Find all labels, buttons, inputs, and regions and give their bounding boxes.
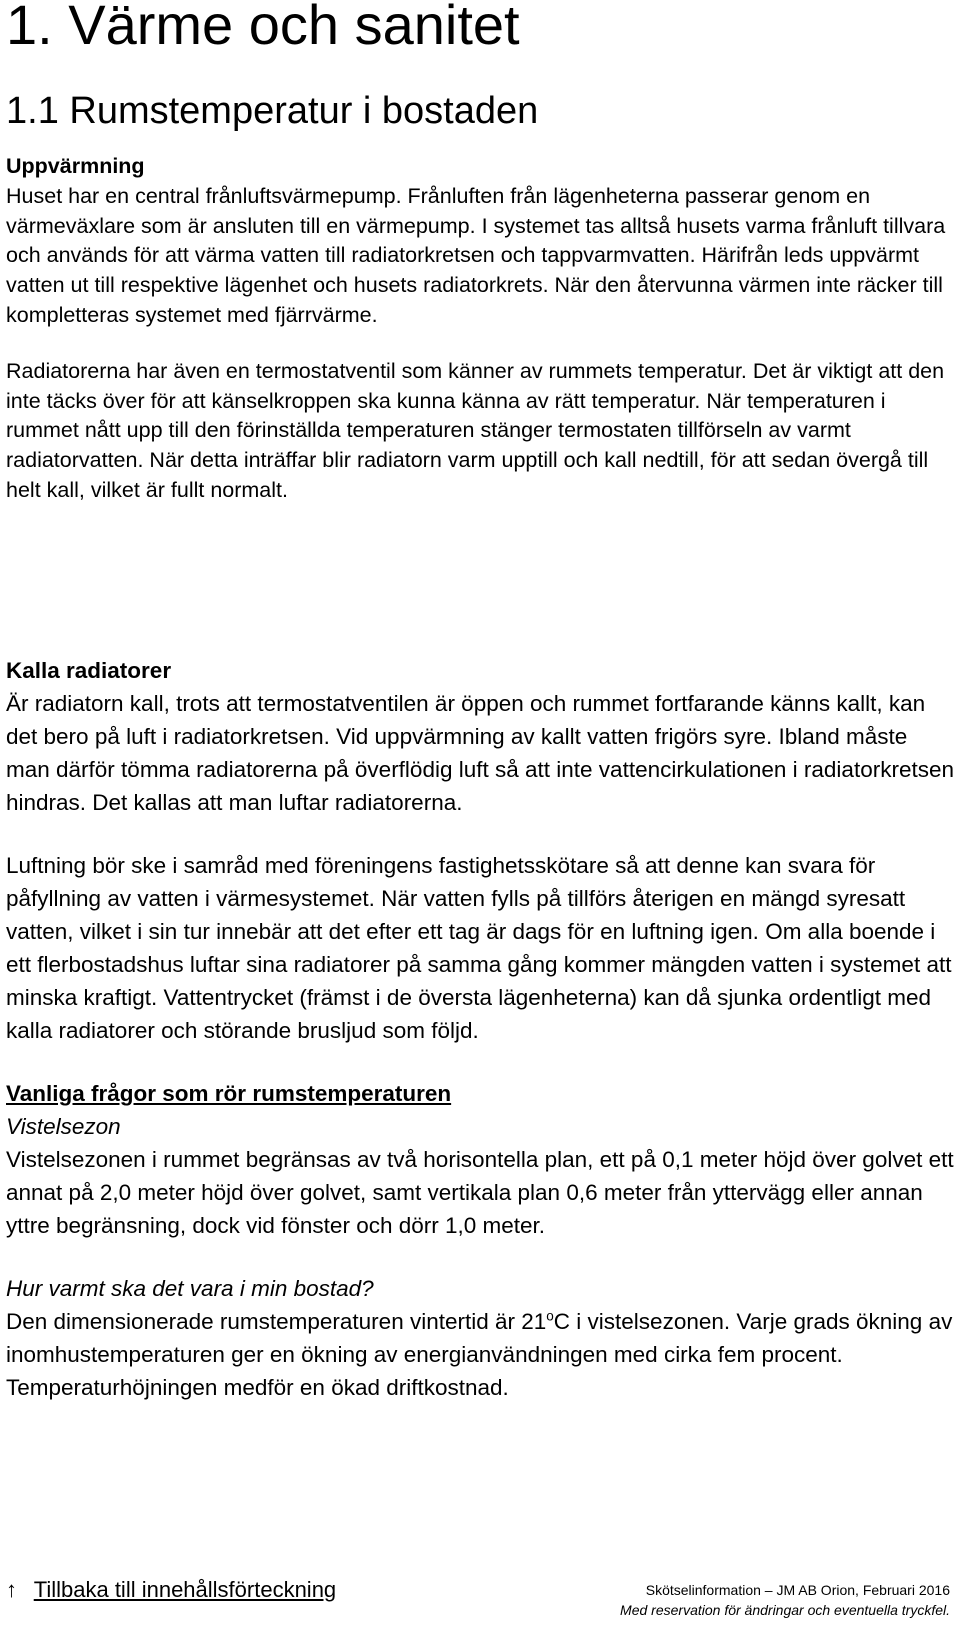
degree-superscript: o (546, 1308, 554, 1324)
uppvarmning-paragraph-2: Radiatorerna har även en termostatventil som känner av rummets temperatur. Det är viktigt att den inte täcks över för att känselkroppen ska kunna känna av rätt temperatur. När temperaturen i rummet nått upp till den förinställda temperaturen stänger termostaten tillförseln av varmt radiatorvatten. När detta inträffar blir radiatorn varm upptill och kall nedtill, för att sedan övergå till helt kall, vilket är fullt normalt. (6, 358, 945, 502)
uppvarmning-paragraph-1: Huset har en central frånluftsvärmepump. Frånluften från lägenheterna passerar genom en värmeväxlare som är ansluten till en värmepump. I systemet tas alltså husets varma frånluft tillvara och används för att värma vatten till radiatorkretsen och tappvarmvatten. Härifrån leds uppvärmt vatten ut till respektive lägenhet och husets radiatorkrets. När den återvunna värmen inte räcker till kompletteras systemet med fjärrvärme. (6, 183, 946, 327)
uppvarmning-title: Uppvärmning (6, 154, 145, 178)
vistelsezon-title: Vistelsezon (6, 1114, 121, 1139)
chapter-heading: 1. Värme och sanitet (6, 0, 520, 56)
temperature-question-title: Hur varmt ska det vara i min bostad? (6, 1276, 374, 1301)
back-to-toc-link[interactable] (6, 1577, 336, 1603)
temperature-text-start: Den dimensionerade rumstemperaturen vintertid är 21 (6, 1309, 547, 1334)
up-arrow-icon: ↑ (6, 1577, 17, 1602)
section-heading: 1.1 Rumstemperatur i bostaden (6, 90, 539, 132)
footer-info (620, 1580, 950, 1620)
footer-reservation: Med reservation för ändringar och eventuella tryckfel. (620, 1602, 950, 1618)
footer-info-line: Skötselinformation – JM AB Orion, Februari 2016 (645, 1582, 950, 1598)
back-to-toc-label[interactable]: Tillbaka till innehållsförteckning (33, 1577, 337, 1602)
uppvarmning-section (6, 152, 954, 506)
vistelsezon-paragraph: Vistelsezonen i rummet begränsas av två horisontella plan, ett på 0,1 meter höjd över golvet ett annat på 2,0 meter höjd över golvet, samt vertikala plan 0,6 meter från yttervägg eller annan yttre begränsning, dock vid fönster och dörr 1,0 meter. (6, 1147, 954, 1238)
kalla-radiatorer-title: Kalla radiatorer (6, 658, 172, 683)
temperature-text-end: C i vistelsezonen. Varje grads ökning av inomhustemperaturen ger en ökning av energianvändningen med cirka fem procent. Temperaturhöjningen medför en ökad driftkostnad. (6, 1309, 953, 1400)
kalla-paragraph-1: Är radiatorn kall, trots att termostatventilen är öppen och rummet fortfarande känns kallt, kan det bero på luft i radiatorkretsen. Vid uppvärmning av kallt vatten frigörs syre. Ibland måste man därför tömma radiatorerna på överflödig luft så att inte vattencirkulationen i radiatorkretsen hindras. Det kallas att man luftar radiatorerna. (6, 691, 954, 815)
main-text-section (6, 654, 954, 1404)
faq-title: Vanliga frågor som rör rumstemperaturen (6, 1081, 452, 1106)
temperature-paragraph (6, 1305, 954, 1404)
kalla-paragraph-2: Luftning bör ske i samråd med föreningens fastighetsskötare så att denne kan svara för påfyllning av vatten i värmesystemet. När vatten fylls på tillförs återigen en mängd syresatt vatten, vilket i sin tur innebär att det efter ett tag är dags för en luftning igen. Om alla boende i ett flerbostadshus luftar sina radiatorer på samma gång kommer mängden vatten i systemet att minska kraftigt. Vattentrycket (främst i de översta lägenheterna) kan då sjunka ordentligt med kalla radiatorer och störande brusljud som följd. (6, 853, 952, 1043)
